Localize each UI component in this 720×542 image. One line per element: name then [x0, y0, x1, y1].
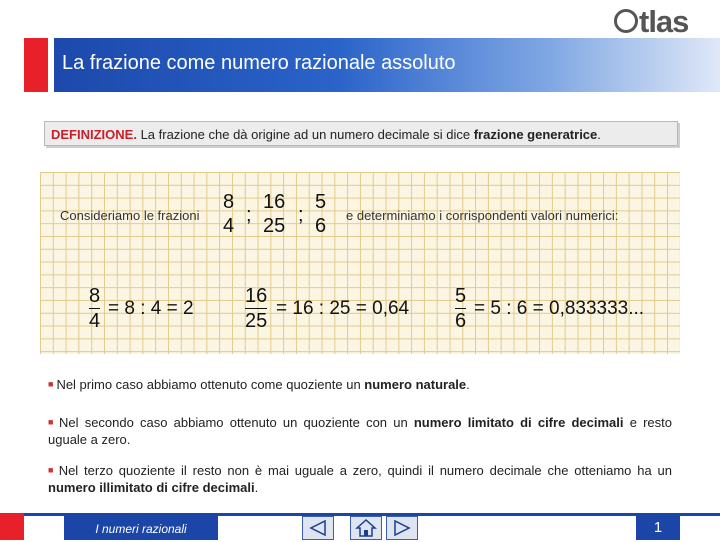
bullet-dot: ■: [48, 417, 57, 427]
separator: ;: [246, 204, 252, 226]
title-divider: [48, 38, 54, 92]
example-grid: [40, 172, 680, 354]
prev-button[interactable]: [302, 516, 334, 540]
result-fraction-3: $\frac{5}{6}$: [455, 285, 467, 332]
fraction-2: 16 25: [263, 191, 286, 237]
globe-icon: [614, 9, 638, 33]
separator: ;: [298, 204, 304, 226]
footer-accent: [0, 513, 24, 540]
definition-text: La frazione che dà origine ad un numero decimale si dice: [136, 127, 474, 142]
grid-intro: Consideriamo le frazioni: [60, 208, 200, 223]
bullet-1: ■ Nel primo caso abbiamo ottenuto come quoziente un numero naturale.: [48, 377, 470, 392]
definition-term: frazione generatrice: [473, 127, 598, 142]
triangle-right-icon: [391, 519, 413, 537]
title-accent: [24, 38, 48, 92]
section-label: I numeri razionali: [64, 516, 218, 540]
logo-text: tlas: [639, 3, 689, 39]
result-fraction-2: $\frac{16}{25}$: [245, 285, 268, 332]
fraction-3: 5 6: [315, 191, 327, 237]
result-fraction-1: $\frac{8}{4}$: [89, 285, 101, 332]
result-expression-3: = 5 : 6 = 0,833333...: [474, 298, 645, 319]
bullet-dot: ■: [48, 379, 54, 389]
fraction-1: 8 4: [223, 191, 235, 237]
bullet-3: ■ Nel terzo quoziente il resto non è mai uguale a zero, quindi il numero decimale che otteniamo ha un numero illimitato di cifre decimali.: [48, 463, 673, 495]
grid-outro: e determiniamo i corrispondenti valori numerici:: [346, 208, 619, 223]
atlas-logo: [614, 4, 704, 38]
definition-end: .: [597, 127, 601, 142]
bullet-dot: ■: [48, 465, 56, 475]
page-title: La frazione come numero razionale assoluto: [62, 52, 456, 74]
triangle-left-icon: [307, 519, 329, 537]
definition-label: DEFINIZIONE.: [51, 127, 137, 142]
result-expression-1: = 8 : 4 = 2: [108, 298, 194, 319]
home-button[interactable]: [350, 516, 382, 540]
page-number: 1: [636, 516, 680, 540]
definition-box: [44, 121, 678, 146]
bullet-2: ■ Nel secondo caso abbiamo ottenuto un quoziente con un numero limitato di cifre decimali e resto uguale a zero.: [48, 415, 673, 447]
home-icon: [355, 518, 377, 538]
next-button[interactable]: [386, 516, 418, 540]
result-expression-2: = 16 : 25 = 0,64: [276, 298, 410, 319]
